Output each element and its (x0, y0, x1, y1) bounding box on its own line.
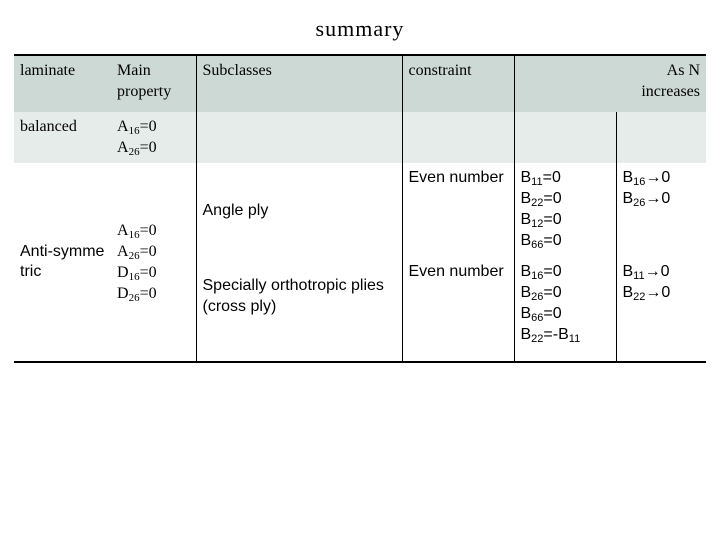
page-title: summary (315, 16, 405, 41)
condition-line: $D_{16}=0$ (117, 264, 157, 283)
balanced-conditions (111, 112, 196, 163)
angle-ply-constraint: Even number (402, 163, 514, 257)
cross-ply-subclass: Specially orthotropic plies (cross ply) (196, 257, 402, 362)
condition-line: $A_{26}=0$ (117, 139, 157, 158)
cross-ply-limits (616, 257, 706, 362)
header-row (14, 55, 706, 112)
angle-ply-zero-terms (514, 163, 616, 257)
term-line: $B_{11}=0$ (520, 169, 561, 188)
balanced-constraint-cell (402, 112, 514, 163)
condition-line: $A_{26}=0$ (117, 243, 157, 262)
balanced-label: balanced (14, 112, 111, 163)
term-line: $B_{66}=0$ (520, 232, 562, 251)
antisymmetric-label: Anti-symmetric (20, 243, 105, 280)
condition-line: $A_{16}=0$ (117, 222, 157, 241)
header-zero-terms (514, 55, 616, 112)
cross-ply-zero-terms (514, 257, 616, 362)
header-subclasses: Subclasses (196, 55, 402, 112)
header-constraint: constraint (402, 55, 514, 112)
header-main-property: Main property (111, 55, 196, 112)
limit-line: $B_{11}\to 0$ (622, 263, 670, 282)
term-line: $B_{22}=-B_{11}$ (520, 326, 581, 345)
limit-line: $B_{22}\to 0$ (622, 284, 671, 303)
angle-ply-row (14, 163, 706, 257)
angle-ply-limits (616, 163, 706, 257)
term-line: $B_{22}=0$ (520, 190, 562, 209)
limit-line: $B_{26}\to 0$ (622, 190, 671, 209)
balanced-row (14, 112, 706, 163)
term-line: $B_{12}=0$ (520, 211, 562, 230)
balanced-limits-cell (616, 112, 706, 163)
term-line: $B_{66}=0$ (520, 305, 562, 324)
limit-line: $B_{16}\to 0$ (622, 169, 671, 188)
header-as-n-increases: As N increases (616, 55, 706, 112)
balanced-subclasses-cell (196, 112, 402, 163)
condition-line: $D_{26}=0$ (117, 285, 157, 304)
antisymmetric-conditions (111, 163, 196, 362)
angle-ply-subclass: Angle ply (196, 163, 402, 257)
cross-ply-constraint: Even number (402, 257, 514, 362)
summary-table (14, 54, 706, 363)
balanced-zero-terms-cell (514, 112, 616, 163)
term-line: $B_{16}=0$ (520, 263, 562, 282)
condition-line: $A_{16}=0$ (117, 118, 157, 137)
header-laminate: laminate (14, 55, 111, 112)
term-line: $B_{26}=0$ (520, 284, 562, 303)
